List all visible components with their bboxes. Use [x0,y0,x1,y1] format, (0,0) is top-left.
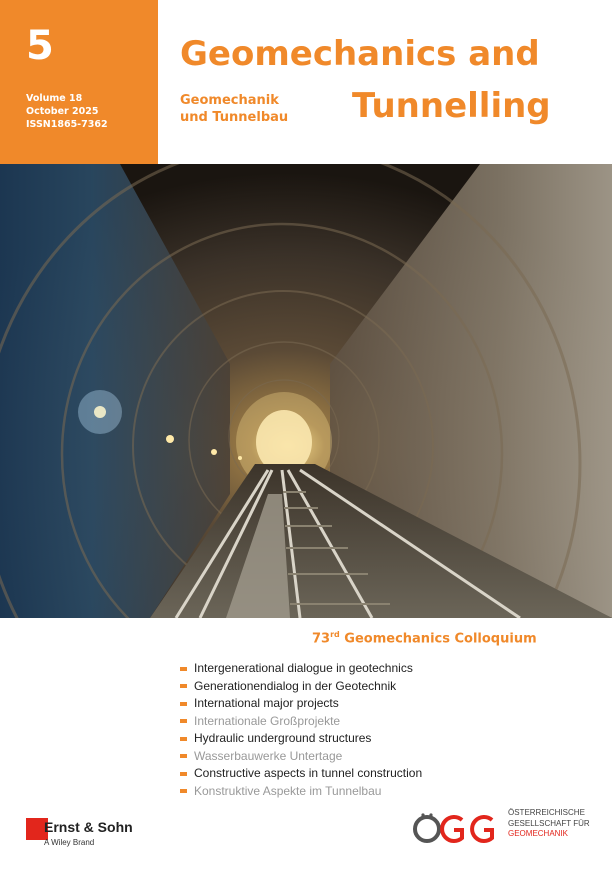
cover-photo [0,164,612,618]
topic-text: Internationale Großprojekte [194,713,341,728]
topic-item [180,678,422,696]
bullet-icon [180,684,187,688]
issn: ISSN1865-7362 [26,119,108,130]
tunnel-illustration [0,164,612,618]
publisher-name: Ernst & Sohn [44,819,133,835]
society-name [508,808,590,840]
topic-item [180,730,422,748]
publisher-tagline: A Wiley Brand [44,838,95,847]
bullet-icon [180,702,187,706]
topic-item [180,748,422,766]
colloquium-number: 73 [312,631,331,647]
topic-item [180,783,422,801]
topic-text: Constructive aspects in tunnel construction [194,766,423,780]
issue-meta [26,92,108,131]
topic-item [180,765,422,783]
topic-text: Generationendialog in der Geotechnik [194,678,397,693]
issue-number: 5 [26,23,54,69]
bullet-icon [180,667,187,671]
colloquium-suffix: rd [330,630,340,639]
bullet-icon [180,737,187,741]
journal-title-line1: Geomechanics and [180,34,540,74]
topic-text: Konstruktive Aspekte im Tunnelbau [194,783,382,798]
bullet-icon [180,772,187,776]
subtitle-line2: und Tunnelbau [180,110,289,125]
topic-item [180,713,422,731]
topic-text: Wasserbauwerke Untertage [194,748,343,763]
topic-text: Intergenerational dialogue in geotechnics [194,661,413,675]
topic-item [180,660,422,678]
issue-date: October 2025 [26,106,99,117]
bullet-icon [180,789,187,793]
bullet-icon [180,719,187,723]
journal-title-line2: Tunnelling [352,86,551,126]
society-line2: GESELLSCHAFT FÜR [508,818,590,828]
topic-text: Hydraulic underground structures [194,731,372,745]
volume: Volume 18 [26,93,83,104]
issue-box [0,0,158,164]
colloquium-title: Geomechanics Colloquium [344,631,537,647]
ogg-logo-mark [412,812,496,846]
colloquium-heading [312,630,537,646]
topic-item [180,695,422,713]
society-line3: GEOMECHANIK [508,829,569,838]
journal-subtitle [180,92,288,126]
subtitle-line1: Geomechanik [180,93,279,108]
topic-text: International major projects [194,696,339,710]
society-line1: ÖSTERREICHISCHE [508,808,585,817]
bullet-icon [180,754,187,758]
topics-list [180,660,422,800]
